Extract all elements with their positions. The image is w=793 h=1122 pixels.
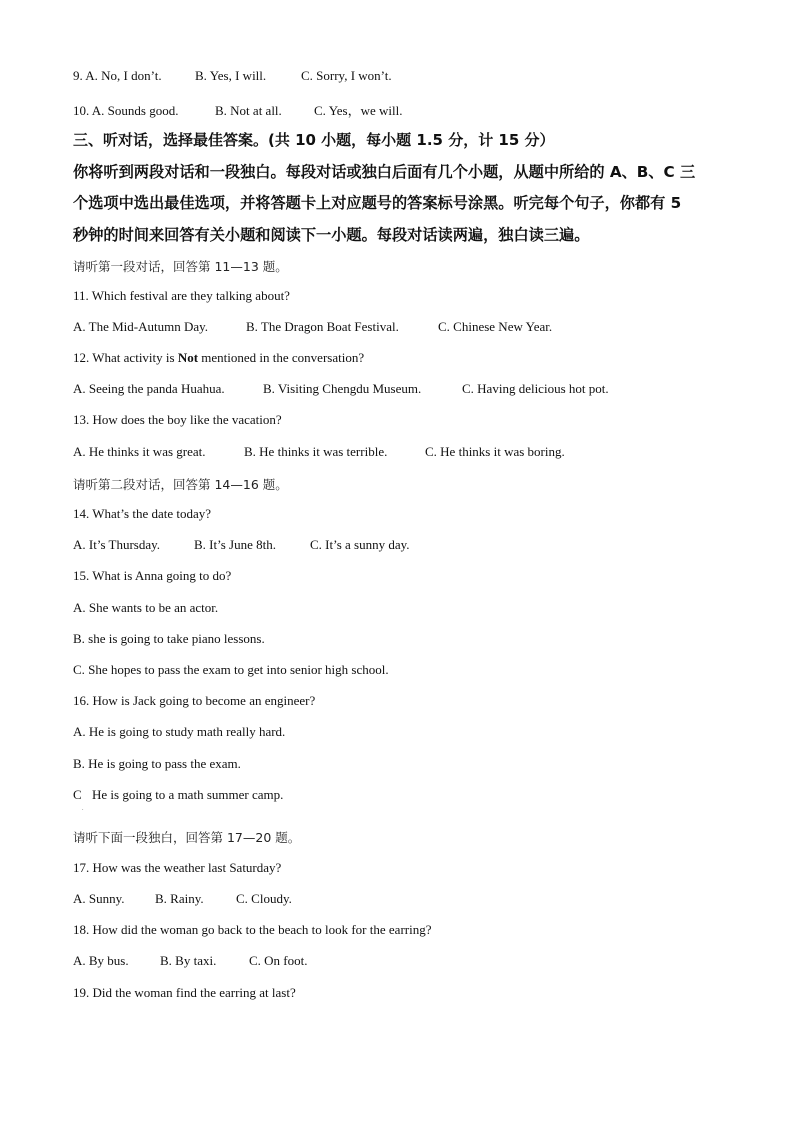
q18-option-a: A. By bus. [73, 953, 129, 968]
q12-question-start: 12. What activity is [73, 350, 178, 365]
q9-option-a: 9. A. No, I don’t. [73, 68, 162, 83]
stray-dot: . [82, 806, 84, 812]
q10-option-c: C. Yes，we will. [314, 103, 403, 118]
q18-option-c: C. On foot. [249, 953, 308, 968]
q14-question: 14. What’s the date today? [73, 506, 212, 521]
q13-option-a: A. He thinks it was great. [73, 444, 206, 459]
q12-options [73, 381, 609, 397]
q17-option-c: C. Cloudy. [236, 891, 292, 906]
q15-option-b: B. she is going to take piano lessons. [73, 631, 265, 646]
q12-question-end: mentioned in the conversation? [198, 350, 365, 365]
q14-option-b: B. It’s June 8th. [194, 537, 276, 552]
instruction-line-2: 个选项中选出最佳选项，并将答题卡上对应题号的答案标号涂黑。听完每个句子，你都有 5 [73, 194, 682, 212]
q12-option-c: C. Having delicious hot pot. [462, 381, 609, 396]
q16-option-a: A. He is going to study math really hard. [73, 724, 286, 739]
q14-options [73, 537, 410, 553]
q9-option-b: B. Yes, I will. [195, 68, 267, 83]
q13-options [73, 444, 565, 460]
q16-option-c-letter: C [73, 787, 82, 802]
q16-question: 16. How is Jack going to become an engineer? [73, 693, 316, 708]
dialog-2-intro: 请听第二段对话，回答第 14—16 题。 [73, 477, 288, 492]
q17-question: 17. How was the weather last Saturday? [73, 860, 282, 875]
instruction-line-3: 秒钟的时间来回答有关小题和阅读下一小题。每段对话读两遍，独白读三遍。 [73, 226, 590, 244]
q10-options [73, 100, 403, 119]
q15-option-a: A. She wants to be an actor. [73, 600, 219, 615]
q11-option-c: C. Chinese New Year. [438, 319, 553, 334]
q11-option-a: A. The Mid-Autumn Day. [73, 319, 209, 334]
q17-options [73, 891, 292, 907]
q12-question [73, 350, 364, 366]
section-heading: 三、听对话，选择最佳答案。(共 10 小题，每小题 1.5 分，计 15 分） [73, 131, 555, 149]
q9-option-c: C. Sorry, I won’t. [301, 68, 392, 83]
q14-option-c: C. It’s a sunny day. [310, 537, 410, 552]
q9-options [73, 68, 392, 84]
q12-option-b: B. Visiting Chengdu Museum. [263, 381, 422, 396]
q10-option-b: B. Not at all. [215, 103, 282, 118]
q12-option-a: A. Seeing the panda Huahua. [73, 381, 225, 396]
q16-option-c [73, 787, 283, 803]
q18-question: 18. How did the woman go back to the beach to look for the earring? [73, 922, 432, 937]
q11-options [73, 319, 552, 335]
q13-option-b: B. He thinks it was terrible. [244, 444, 388, 459]
q18-options [73, 953, 308, 969]
q13-question: 13. How does the boy like the vacation? [73, 412, 282, 427]
q17-option-a: A. Sunny. [73, 891, 125, 906]
q10-option-a: 10. A. Sounds good. [73, 103, 179, 118]
q16-option-b: B. He is going to pass the exam. [73, 756, 241, 771]
q15-question: 15. What is Anna going to do? [73, 568, 232, 583]
q14-option-a: A. It’s Thursday. [73, 537, 161, 552]
q11-question: 11. Which festival are they talking about? [73, 288, 290, 303]
q12-emphasis: Not [177, 350, 199, 365]
q15-option-c: C. She hopes to pass the exam to get into senior high school. [73, 662, 389, 677]
instruction-line-1: 你将听到两段对话和一段独白。每段对话或独白后面有几个小题，从题中所给的 A、B、C 三 [73, 163, 696, 181]
q13-option-c: C. He thinks it was boring. [425, 444, 565, 459]
q17-option-b: B. Rainy. [155, 891, 204, 906]
q16-option-c-text: He is going to a math summer camp. [92, 787, 284, 802]
q19-question: 19. Did the woman find the earring at last? [73, 985, 296, 1000]
monologue-intro: 请听下面一段独白，回答第 17—20 题。 [73, 830, 301, 845]
q11-option-b: B. The Dragon Boat Festival. [246, 319, 399, 334]
q18-option-b: B. By taxi. [160, 953, 217, 968]
dialog-1-intro: 请听第一段对话，回答第 11—13 题。 [73, 259, 288, 274]
